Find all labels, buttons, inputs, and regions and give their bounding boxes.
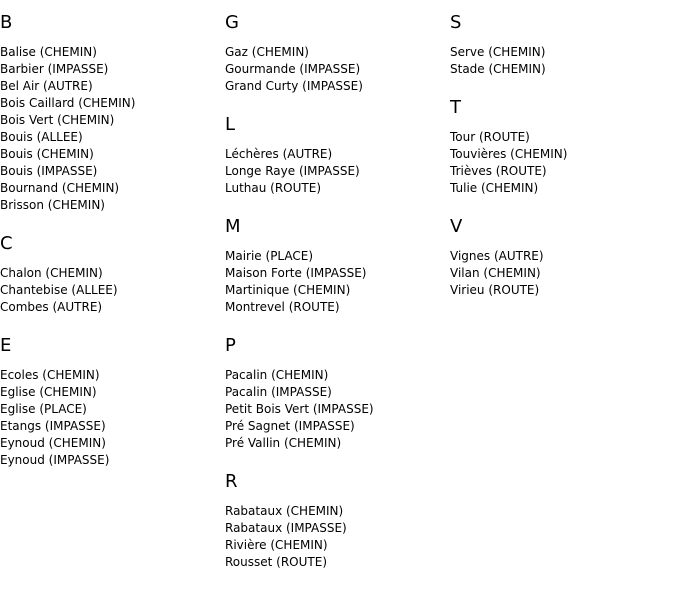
street-list [450,129,675,197]
street-list [225,44,450,95]
street-item: Vignes (AUTRE) [450,249,544,263]
street-item: Chantebise (ALLEE) [0,283,118,297]
index-column [225,10,450,603]
street-item: Bouis (IMPASSE) [0,164,98,178]
letter-heading: M [225,216,241,237]
letter-heading: B [0,12,13,33]
street-item: Bournand (CHEMIN) [0,181,120,195]
street-item: Serve (CHEMIN) [450,45,546,59]
street-item: Pacalin (IMPASSE) [225,385,332,399]
street-item: Mairie (PLACE) [225,249,314,263]
street-item: Ecoles (CHEMIN) [0,368,100,382]
street-item: Trièves (ROUTE) [450,164,547,178]
street-item: Pré Vallin (CHEMIN) [225,436,342,450]
street-item: Bouis (ALLEE) [0,130,83,144]
street-list [225,146,450,197]
letter-heading: C [0,233,13,254]
street-list [0,367,225,469]
street-item: Grand Curty (IMPASSE) [225,79,363,93]
street-item: Tour (ROUTE) [450,130,530,144]
index-column [450,10,675,603]
street-item: Bois Caillard (CHEMIN) [0,96,136,110]
letter-group [225,469,450,571]
street-item: Maison Forte (IMPASSE) [225,266,367,280]
street-item: Pré Sagnet (IMPASSE) [225,419,355,433]
street-item: Tulie (CHEMIN) [450,181,539,195]
index-column [0,10,225,603]
street-item: Balise (CHEMIN) [0,45,97,59]
letter-group [450,214,675,299]
street-item: Stade (CHEMIN) [450,62,546,76]
street-item: Touvières (CHEMIN) [450,147,568,161]
street-item: Virieu (ROUTE) [450,283,540,297]
street-item: Chalon (CHEMIN) [0,266,103,280]
letter-heading: L [225,114,236,135]
street-item: Eynoud (IMPASSE) [0,453,110,467]
letter-heading: R [225,471,238,492]
letter-heading: P [225,335,236,356]
street-item: Luthau (ROUTE) [225,181,322,195]
street-item: Bois Vert (CHEMIN) [0,113,115,127]
letter-heading: V [450,216,463,237]
street-item: Etangs (IMPASSE) [0,419,106,433]
letter-group [450,95,675,197]
street-list [450,44,675,78]
street-item: Barbier (IMPASSE) [0,62,109,76]
letter-heading: G [225,12,239,33]
street-item: Vilan (CHEMIN) [450,266,541,280]
letter-group [0,333,225,469]
letter-group [0,231,225,316]
street-item: Eynoud (CHEMIN) [0,436,106,450]
street-item: Rivière (CHEMIN) [225,538,328,552]
letter-group [450,10,675,78]
street-list [0,265,225,316]
letter-heading: T [450,97,461,118]
street-list [225,367,450,452]
street-item: Rabataux (IMPASSE) [225,521,347,535]
street-list [225,503,450,571]
street-item: Rabataux (CHEMIN) [225,504,344,518]
street-list [225,248,450,316]
street-list [450,248,675,299]
street-item: Léchères (AUTRE) [225,147,333,161]
street-item: Eglise (CHEMIN) [0,385,97,399]
street-item: Bel Air (AUTRE) [0,79,93,93]
letter-group [225,214,450,316]
street-item: Gourmande (IMPASSE) [225,62,361,76]
street-item: Combes (AUTRE) [0,300,103,314]
street-index [0,10,675,603]
street-item: Bouis (CHEMIN) [0,147,94,161]
street-list [0,44,225,214]
letter-heading: E [0,335,12,356]
street-item: Montrevel (ROUTE) [225,300,340,314]
street-item: Eglise (PLACE) [0,402,87,416]
letter-group [225,112,450,197]
street-item: Brisson (CHEMIN) [0,198,105,212]
street-item: Petit Bois Vert (IMPASSE) [225,402,374,416]
letter-heading: S [450,12,462,33]
street-item: Longe Raye (IMPASSE) [225,164,360,178]
street-item: Gaz (CHEMIN) [225,45,309,59]
letter-group [225,333,450,452]
letter-group [0,10,225,214]
street-item: Rousset (ROUTE) [225,555,327,569]
street-item: Martinique (CHEMIN) [225,283,351,297]
letter-group [225,10,450,95]
street-item: Pacalin (CHEMIN) [225,368,329,382]
